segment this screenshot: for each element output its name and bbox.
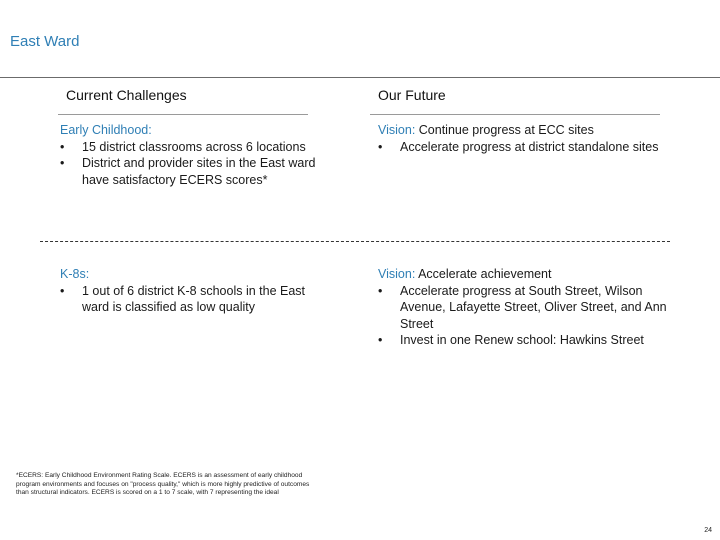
vision-statement <box>378 122 673 139</box>
early-childhood-heading: Early Childhood: <box>60 123 152 137</box>
k8-future <box>378 266 678 349</box>
k8-challenges <box>60 266 330 316</box>
title-divider <box>0 77 720 78</box>
footnote: *ECERS: Early Childhood Environment Rating Scale. ECERS is an assessment of early childhood program environments and focuses on "process quality," which is more highly predictive of outcomes than structural indicators. ECERS is scored on a 1 to 7 scale, with 7 representing the ideal <box>16 472 310 497</box>
early-childhood-future <box>378 122 673 155</box>
early-childhood-future-list <box>378 139 673 156</box>
list-item: • 15 district classrooms across 6 locations <box>60 139 306 154</box>
list-item: • Accelerate progress at South Street, Wilson Avenue, Lafayette Street, Oliver Street, and Ann Street <box>378 283 667 331</box>
vision-statement <box>378 266 678 283</box>
our-future-header: Our Future <box>378 87 446 103</box>
bullet-icon: • <box>60 139 65 154</box>
vision-text: Continue progress at ECC sites <box>415 123 594 137</box>
section-divider <box>40 241 670 242</box>
k8-future-list <box>378 283 678 349</box>
vision-label: Vision: <box>378 123 416 137</box>
bullet-icon: • <box>60 283 65 298</box>
list-item: • Invest in one Renew school: Hawkins Street <box>378 333 644 347</box>
bullet-icon: • <box>60 156 65 170</box>
page-number: 24 <box>704 527 712 534</box>
current-challenges-header: Current Challenges <box>66 87 187 103</box>
early-childhood-challenge-list <box>60 139 330 189</box>
bullet-icon: • <box>378 139 383 154</box>
bullet-icon: • <box>378 283 383 298</box>
early-childhood-challenges <box>60 122 330 188</box>
left-header-divider <box>58 114 308 115</box>
bullet-icon: • <box>378 333 383 347</box>
k8-heading: K-8s: <box>60 267 90 281</box>
vision-text: Accelerate achievement <box>415 267 552 281</box>
list-item: • 1 out of 6 district K-8 schools in the East ward is classified as low quality <box>60 283 306 314</box>
list-item: • Accelerate progress at district standalone sites <box>378 139 659 154</box>
vision-label: Vision: <box>378 267 416 281</box>
list-item: • District and provider sites in the East ward have satisfactory ECERS scores* <box>60 156 316 187</box>
right-header-divider <box>370 114 660 115</box>
k8-challenge-list <box>60 283 330 316</box>
page-title: East Ward <box>10 33 80 50</box>
